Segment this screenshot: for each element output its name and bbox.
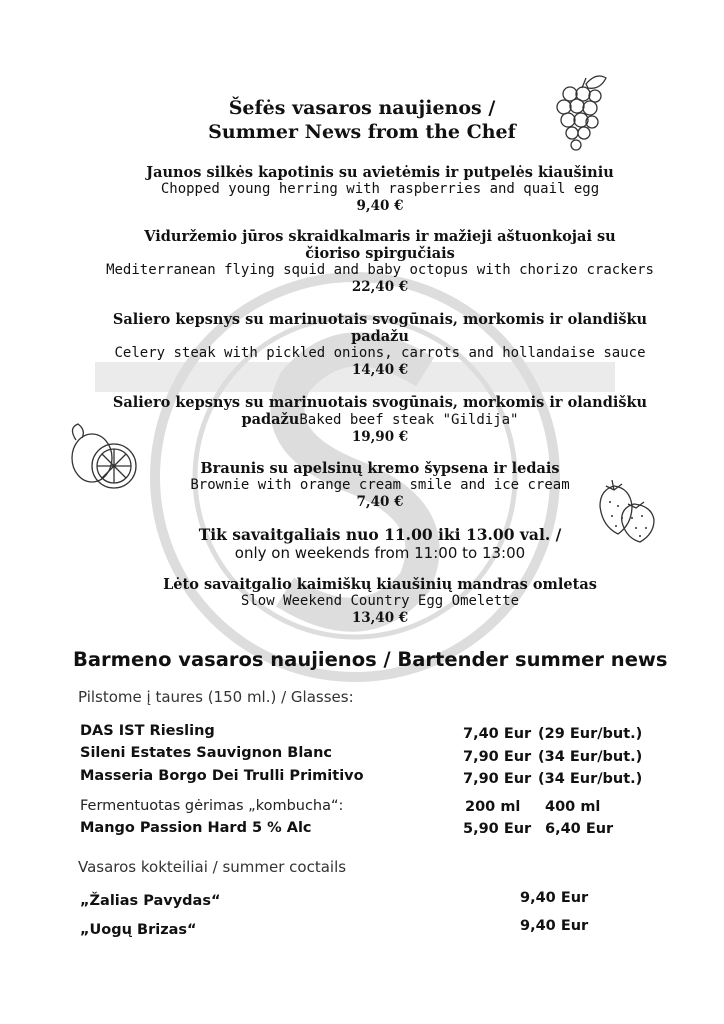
weekend-notice xyxy=(100,526,660,563)
dish-name-en: Mediterranean flying squid and baby octopus with chorizo crackers xyxy=(106,262,654,278)
wine-name: Masseria Borgo Dei Trulli Primitivo xyxy=(80,768,364,784)
dish-name-lt-cont: padažu xyxy=(241,411,300,428)
weekend-notice-en: only on weekends from 11:00 to 13:00 xyxy=(234,544,526,562)
chef-section-title xyxy=(0,96,724,144)
dish-name-en: Slow Weekend Country Egg Omelette xyxy=(240,593,520,609)
cocktails-label: Vasaros kokteiliai / summer coctails xyxy=(78,858,347,876)
cocktail-name: „Uogų Brizas“ xyxy=(80,922,197,938)
dish-price: 13,40 € xyxy=(351,610,409,626)
menu-item xyxy=(100,164,660,215)
dish-name-lt: Jaunos silkės kapotinis su avietėmis ir putpelės kiaušiniu xyxy=(146,164,614,181)
dish-name-lt-cont: padažu xyxy=(351,328,409,345)
dish-name-lt: Lėto savaitgalio kaimiškų kiaušinių mandras omletas xyxy=(163,576,597,593)
kombucha-price-large: 6,40 Eur xyxy=(545,821,614,837)
dish-name-en: Celery steak with pickled onions, carrots and hollandaise sauce xyxy=(114,345,646,361)
dish-name-en: Baked beef steak "Gildija" xyxy=(299,412,519,428)
glasses-label: Pilstome į taures (150 ml.) / Glasses: xyxy=(78,688,354,706)
wine-name: DAS IST Riesling xyxy=(80,723,215,739)
dish-name-lt: Saliero kepsnys su marinuotais svogūnais, morkomis ir olandišku xyxy=(112,394,648,411)
cocktail-price: 9,40 Eur xyxy=(520,918,589,934)
dish-name-en: Chopped young herring with raspberries and quail egg xyxy=(160,181,600,197)
kombucha-label: Fermentuotas gėrimas „kombucha“: xyxy=(80,798,344,814)
kombucha-size-large: 400 ml xyxy=(545,799,601,815)
wine-name: Sileni Estates Sauvignon Blanc xyxy=(80,745,332,761)
dish-name-lt: Braunis su apelsinų kremo šypsena ir ledais xyxy=(200,460,560,477)
menu-item xyxy=(100,460,660,511)
dish-name-en: Brownie with orange cream smile and ice cream xyxy=(190,477,570,493)
kombucha-name: Mango Passion Hard 5 % Alc xyxy=(80,820,312,836)
dish-price: 22,40 € xyxy=(351,279,409,295)
chef-title-en: Summer News from the Chef xyxy=(208,121,516,143)
dish-price: 7,40 € xyxy=(356,494,404,510)
menu-item xyxy=(100,311,660,379)
wine-price: 7,40 Eur xyxy=(463,726,532,742)
wine-bottle-price: (29 Eur/but.) xyxy=(538,726,643,742)
weekend-notice-lt: Tik savaitgaliais nuo 11.00 iki 13.00 val. / xyxy=(198,525,562,544)
dish-name-lt-cont: čioriso spirgučiais xyxy=(305,245,455,262)
wine-bottle-price: (34 Eur/but.) xyxy=(538,749,643,765)
dish-price: 14,40 € xyxy=(351,362,409,378)
dish-name-lt: Saliero kepsnys su marinuotais svogūnais, morkomis ir olandišku xyxy=(112,311,648,328)
dish-price: 19,90 € xyxy=(351,429,409,445)
kombucha-size-small: 200 ml xyxy=(465,799,521,815)
dish-price: 9,40 € xyxy=(356,198,404,214)
menu-item xyxy=(100,576,660,627)
cocktail-name: „Žalias Pavydas“ xyxy=(80,893,221,909)
cocktail-price: 9,40 Eur xyxy=(520,890,589,906)
menu-item xyxy=(100,394,660,446)
wine-price: 7,90 Eur xyxy=(463,771,532,787)
wine-bottle-price: (34 Eur/but.) xyxy=(538,771,643,787)
kombucha-price-small: 5,90 Eur xyxy=(463,821,532,837)
menu-item xyxy=(100,228,660,296)
dish-name-lt: Viduržemio jūros skraidkalmaris ir mažieji aštuonkojai su xyxy=(144,228,616,245)
bar-section-title: Barmeno vasaros naujienos / Bartender summer news xyxy=(73,648,668,671)
wine-price: 7,90 Eur xyxy=(463,749,532,765)
chef-title-lt: Šefės vasaros naujienos / xyxy=(228,97,496,119)
